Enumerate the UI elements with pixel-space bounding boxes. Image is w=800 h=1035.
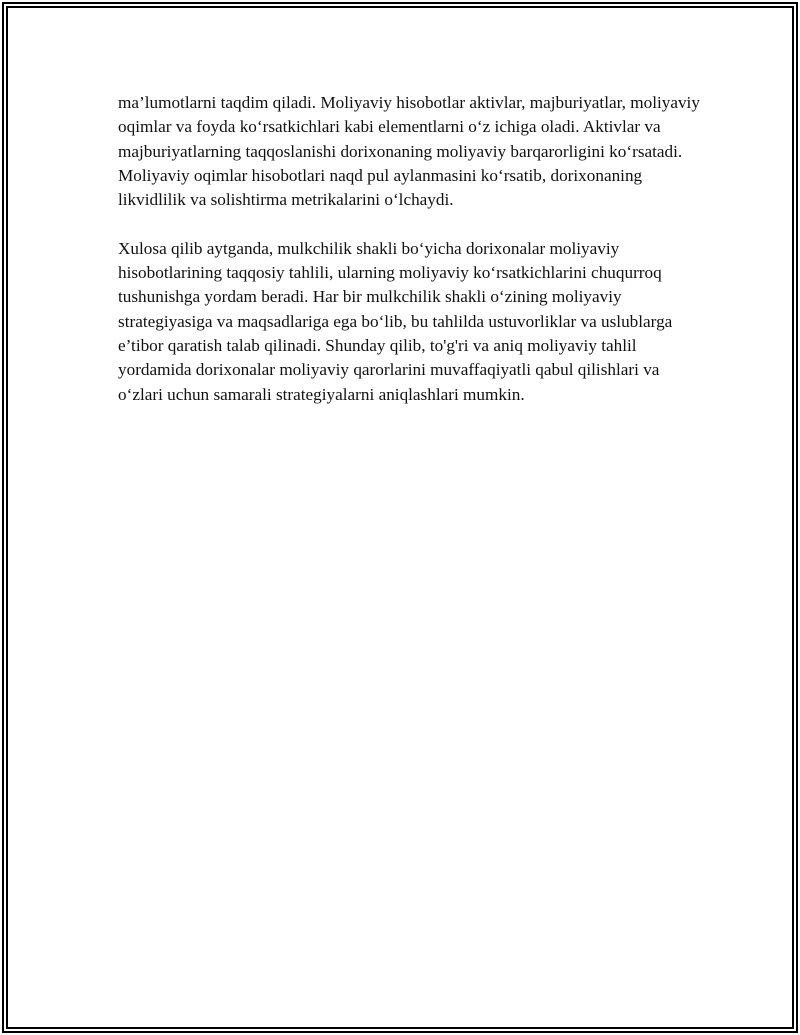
document-body <box>118 91 708 407</box>
paragraph-financial-statements: ma’lumotlarni taqdim qiladi. Moliyaviy hisobotlar aktivlar, majburiyatlar, moliyaviy oqimlar va foyda ko‘rsatkichlari kabi elementlarni o‘z ichiga oladi. Aktivlar va majburiyatlarning taqqoslanishi dorixonaning moliyaviy barqarorligini ko‘rsatadi. Moliyaviy oqimlar hisobotlari naqd pul aylanmasini ko‘rsatib, dorixonaning likvidlilik va solishtirma metrikalarini o‘lchaydi. <box>118 93 700 210</box>
paragraph-conclusion: Xulosa qilib aytganda, mulkchilik shakli bo‘yicha dorixonalar moliyaviy hisobotlarining taqqosiy tahlili, ularning moliyaviy ko‘rsatkichlarini chuqurroq tushunishga yordam beradi. Har bir mulkchilik shakli o‘zining moliyaviy strategiyasiga va maqsadlariga ega bo‘lib, bu tahlilda ustuvorliklar va uslublarga e’tibor qaratish talab qilinadi. Shunday qilib, to'g'ri va aniq moliyaviy tahlil yordamida dorixonalar moliyaviy qarorlarini muvaffaqiyatli qabul qilishlari va o‘zlari uchun samarali strategiyalarni aniqlashlari mumkin. <box>118 238 673 404</box>
